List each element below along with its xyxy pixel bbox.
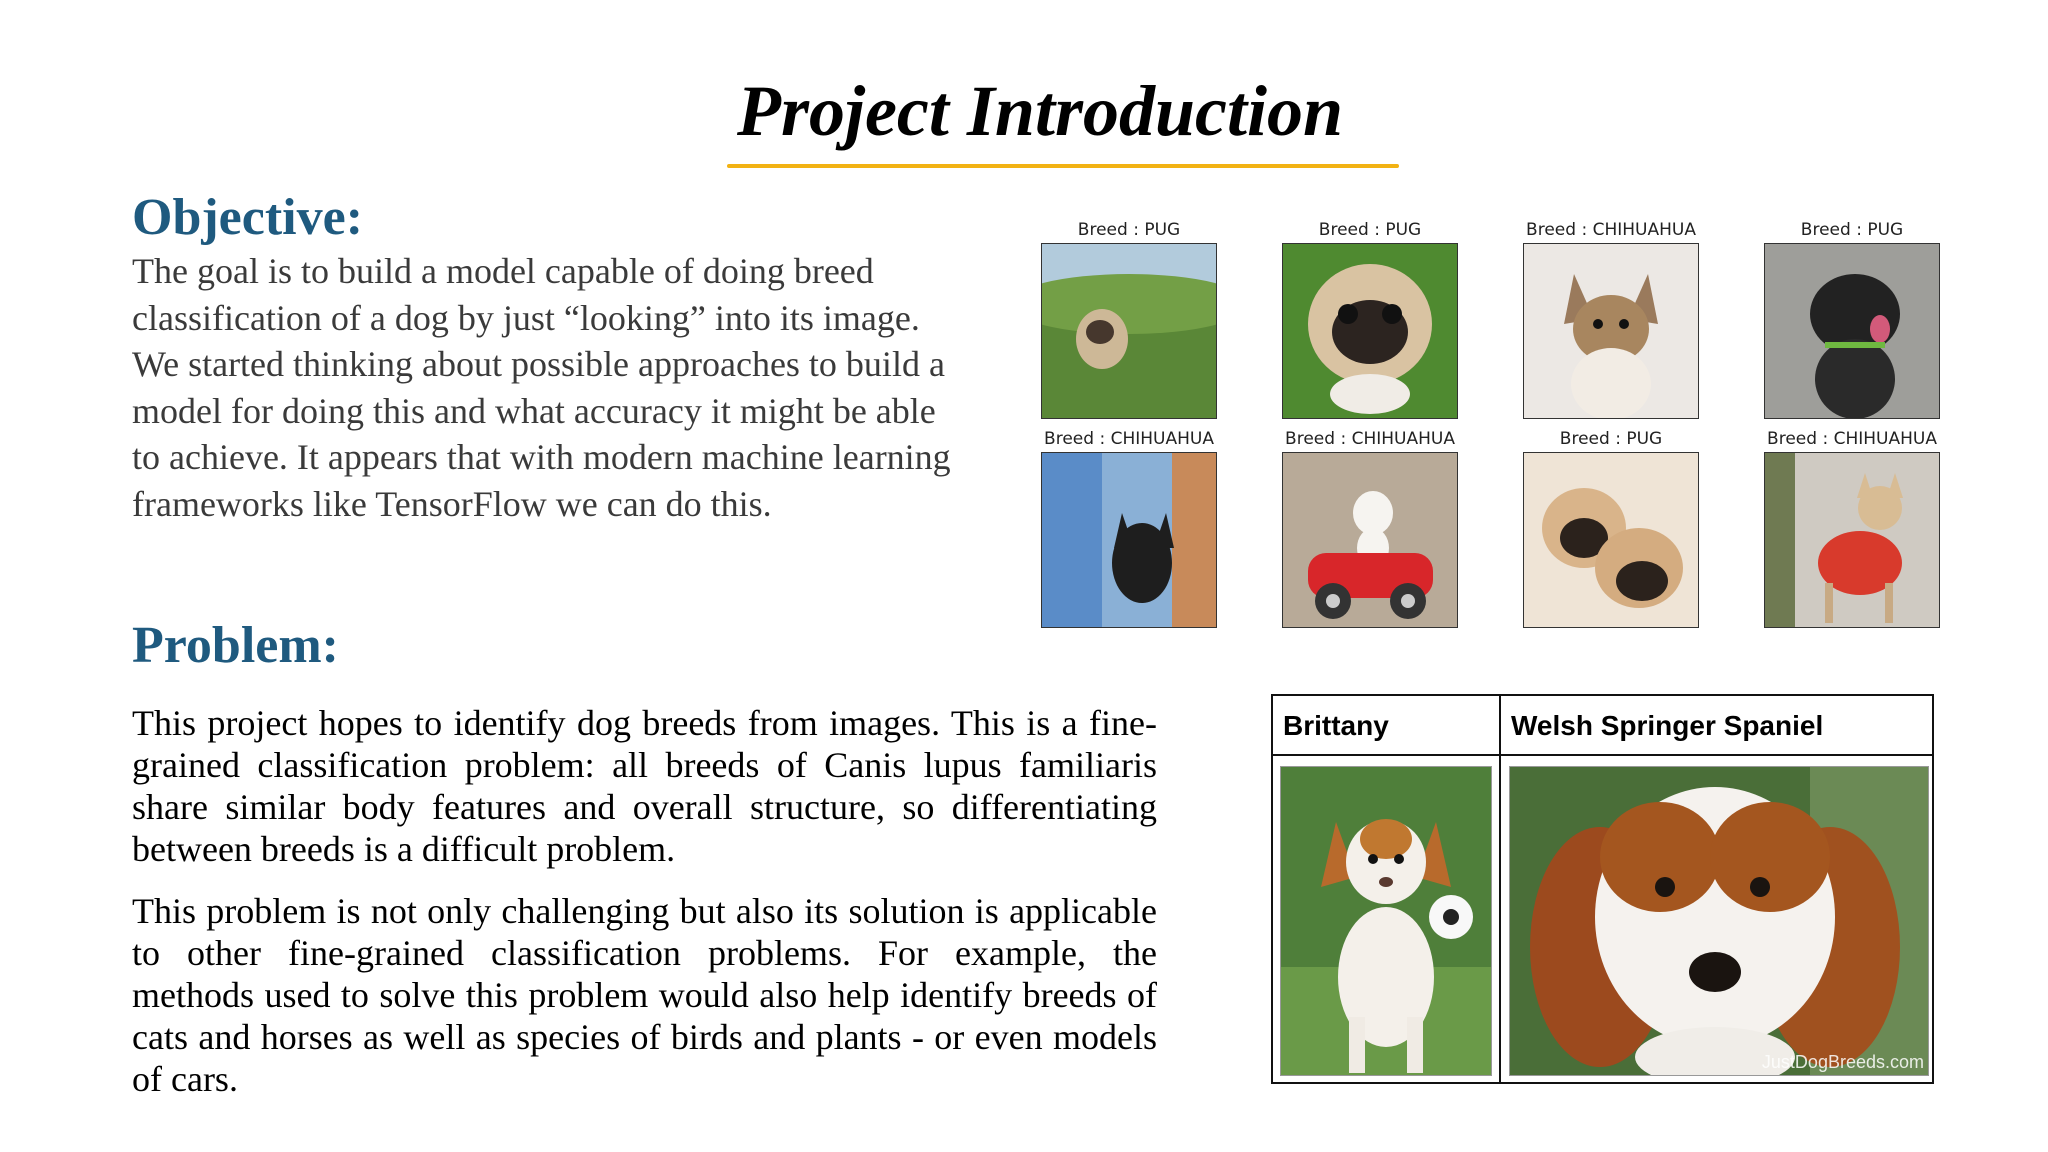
dog-grid-cell bbox=[1523, 428, 1699, 628]
dog-grid-cell bbox=[1041, 428, 1217, 628]
objective-text: The goal is to build a model capable of doing breed classification of a dog by just “looking” into its image. We started thinking about possible approaches to build a model for doing this and what accuracy it might be able to achieve. It appears that with modern machine learning frameworks like TensorFlow we can do this. bbox=[132, 251, 951, 524]
dog-breed-label: Breed : PUG bbox=[1077, 220, 1181, 240]
dog-grid-cell bbox=[1523, 219, 1699, 419]
brittany-photo bbox=[1280, 766, 1492, 1076]
problem-paragraph-2: This problem is not only challenging but also its solution is applicable to other fine-grained classification problems. For example, the methods used to solve this problem would also help identify breeds of cats and horses as well as species of birds and plants - or even models of cars. bbox=[132, 891, 1157, 1099]
problem-paragraph-1: This project hopes to identify dog breeds from images. This is a fine-grained classification problem: all breeds of Canis lupus familiaris share similar body features and overall structure, so differentiating between breeds is a difficult problem. bbox=[132, 703, 1157, 869]
dog-breed-label: Breed : PUG bbox=[1800, 220, 1904, 240]
welsh-springer-spaniel-photo bbox=[1509, 766, 1929, 1076]
brittany-header: Brittany bbox=[1273, 696, 1499, 756]
dog-grid-cell bbox=[1764, 428, 1940, 628]
welsh-springer-spaniel-header: Welsh Springer Spaniel bbox=[1501, 696, 1932, 756]
dog-grid-cell bbox=[1041, 219, 1217, 419]
column-divider bbox=[1499, 696, 1501, 1082]
dog-photo bbox=[1041, 452, 1217, 628]
dog-grid-cell bbox=[1282, 428, 1458, 628]
dog-photo bbox=[1523, 452, 1699, 628]
dog-photo bbox=[1282, 243, 1458, 419]
dog-breed-label: Breed : PUG bbox=[1318, 220, 1422, 240]
dog-breed-label: Breed : CHIHUAHUA bbox=[1044, 429, 1214, 449]
dog-photo bbox=[1282, 452, 1458, 628]
dog-grid-cell bbox=[1764, 219, 1940, 419]
page-title: Project Introduction bbox=[736, 71, 1344, 151]
dog-breed-label: Breed : PUG bbox=[1559, 429, 1663, 449]
dog-grid-cell bbox=[1282, 219, 1458, 419]
breed-comparison-table bbox=[1271, 694, 1934, 1084]
dog-photo bbox=[1764, 243, 1940, 419]
dog-photo bbox=[1523, 243, 1699, 419]
watermark-text: JustDogBreeds.com bbox=[1761, 1052, 1924, 1072]
problem-heading: Problem: bbox=[132, 617, 339, 674]
title-underline bbox=[727, 164, 1399, 168]
dog-breed-label: Breed : CHIHUAHUA bbox=[1767, 429, 1937, 449]
dog-photo bbox=[1041, 243, 1217, 419]
dog-breed-label: Breed : CHIHUAHUA bbox=[1285, 429, 1455, 449]
objective-heading: Objective: bbox=[132, 189, 364, 246]
dog-breed-label: Breed : CHIHUAHUA bbox=[1526, 220, 1696, 240]
dog-photo bbox=[1764, 452, 1940, 628]
